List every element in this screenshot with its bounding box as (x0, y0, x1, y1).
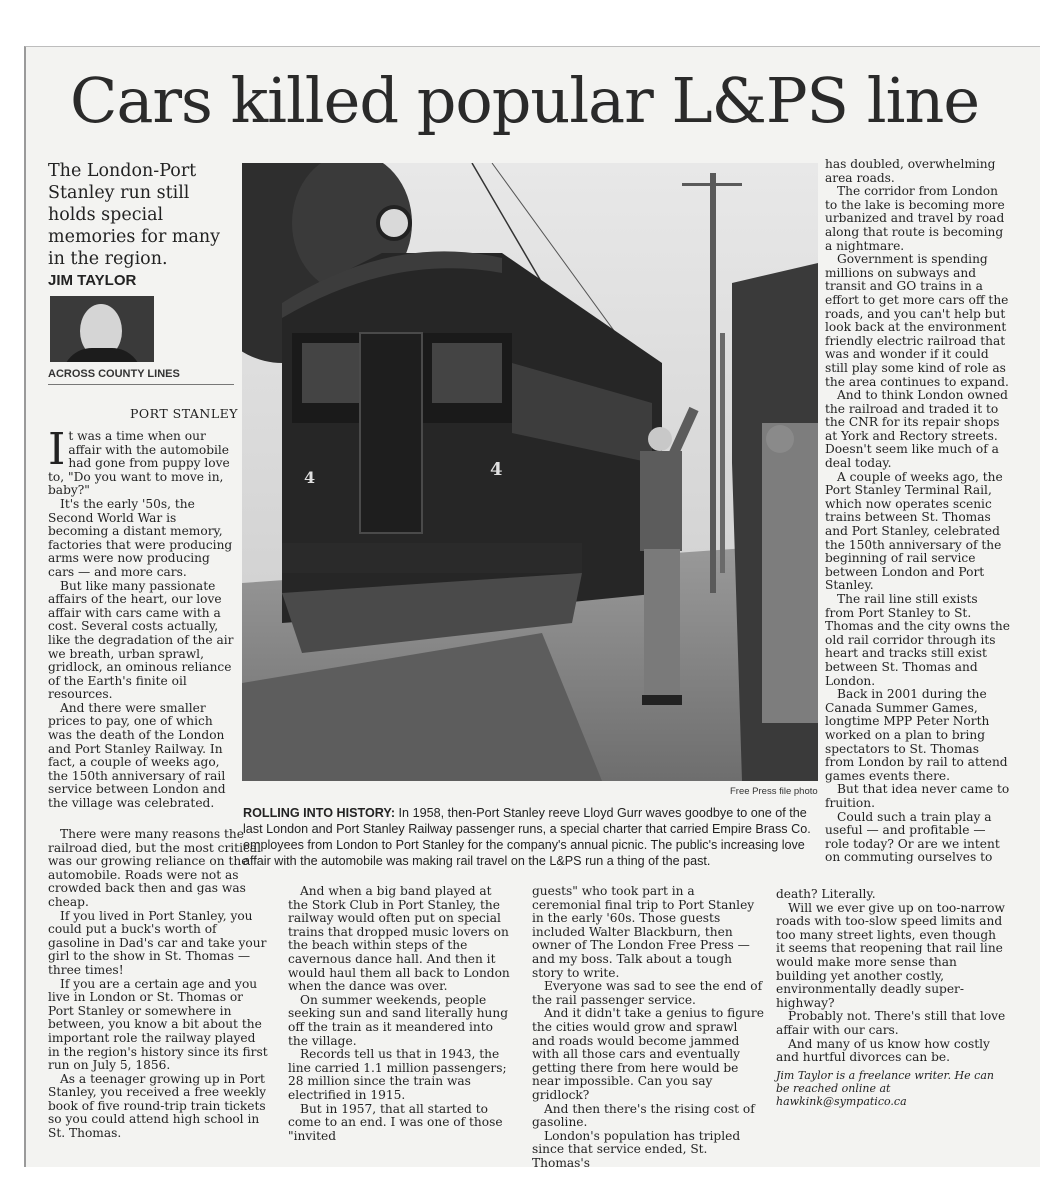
paragraph: The corridor from London to the lake is becoming more urbanized and travel by road along that route is becoming a nightmare. (825, 184, 1005, 253)
headline: Cars killed popular L&PS line (70, 64, 980, 137)
paragraph: On summer weekends, people seeking sun and sand literally hung off the train as it meandered into the village. (288, 992, 509, 1048)
paragraph: death? Literally. (776, 887, 876, 901)
article-column-1 (48, 424, 238, 811)
paragraph: And then there's the rising cost of gasoline. (532, 1101, 755, 1130)
byline: JIM TAYLOR (48, 272, 137, 289)
paragraph: has doubled, overwhelming area roads. (825, 157, 996, 185)
article-column-2 (288, 885, 513, 1143)
dateline: PORT STANLEY (130, 406, 239, 421)
article-column-3 (532, 885, 764, 1170)
car-number-right: 4 (490, 459, 503, 480)
paragraph: London's population has tripled since that service ended, St. Thomas's (532, 1128, 741, 1170)
paragraph: But like many passionate affairs of the heart, our love affair with cars came with a cost. Several costs actually, like the degradation of the air we breath, urban sprawl, gridlock, an ominous reliance of the Earth's finite oil resources. (48, 578, 234, 702)
author-photo (50, 296, 154, 362)
paragraph: And when a big band played at the Stork Club in Port Stanley, the railway would often put on special trains that dropped music lovers on the beach within steps of the cavernous dance hall. And then it would haul them all back to London when the dance was over. (288, 884, 510, 994)
photo-credit: Free Press file photo (730, 786, 818, 797)
paragraph: Back in 2001 during the Canada Summer Games, longtime MPP Peter North worked on a plan to bring spectators to St. Thomas from London by rail to attend games events there. (825, 687, 1008, 783)
paragraph: Everyone was sad to see the end of the rail passenger service. (532, 979, 763, 1007)
paragraph: And to think London owned the railroad and traded it to the CNR for its repair shops at York and Rectory streets. Doesn't seem like much of a deal today. (825, 388, 1008, 471)
author-signoff: Jim Taylor is a freelance writer. He can be reached online at hawkink@sympatico.ca (776, 1068, 994, 1108)
paragraph: It was a time when our affair with the automobile had gone from puppy love to, "Do you want to move in, baby?" (48, 424, 230, 498)
paragraph: A couple of weeks ago, the Port Stanley Terminal Rail, which now operates scenic trains between St. Thomas and Port Stanley, celebrated the 150th anniversary of the beginning of rail service between London and Port Stanley. (825, 469, 1003, 593)
paragraph: If you lived in Port Stanley, you could put a buck's worth of gasoline in Dad's car and take your girl to the show in St. Thomas — three times! (48, 908, 267, 977)
paragraph: If you are a certain age and you live in London or St. Thomas or Port Stanley or somewhere in between, you know a bit about the important role the railway played in the region's history since its first run on July 5, 1856. (48, 976, 268, 1073)
article-column-4-bottom (776, 888, 1006, 1108)
paragraph: Could such a train play a useful — and profitable — role today? Or are we intent on commuting ourselves to (825, 809, 1000, 865)
paragraph: And there were smaller prices to pay, one of which was the death of the London and Port Stanley Railway. In fact, a couple of weeks ago, the 150th anniversary of rail service between London and the village was celebrated. (48, 700, 226, 811)
author-shoulders (62, 348, 142, 362)
paragraph: Records tell us that in 1943, the line carried 1.1 million passengers; 28 million since the train was electrified in 1915. (288, 1047, 507, 1102)
paragraph: guests" who took part in a ceremonial final trip to Port Stanley in the early '60s. Those guests included Walter Blackburn, then owner of The London Free Press — and my boss. Talk about a tough story to write. (532, 884, 755, 980)
caption-text: In 1958, then-Port Stanley reeve Lloyd Gurr waves goodbye to one of the last London and Port Stanley Railway passenger runs, a special charter that carried Empire Brass Co. employees from London to Port Stanley for the company's annual picnic. The public's increasing love affair with the automobile was making rail travel on the L&PS run a thing of the past. (243, 806, 811, 868)
drop-cap: I (48, 424, 66, 475)
streetcar-illustration (242, 163, 818, 781)
divider (48, 384, 234, 385)
paragraph: But in 1957, that all started to come to an end. I was one of those "invited (288, 1101, 503, 1143)
caption-lead: ROLLING INTO HISTORY: (243, 806, 396, 820)
paragraph: Government is spending millions on subways and transit and GO trains in a effort to get more cars off the roads, and you can't help but look back at the environment friendly electric railroad that was and wonder if it could still play some kind of role as the area continues to expand. (825, 252, 1009, 389)
paragraph: Probably not. There's still that love affair with our cars. (776, 1009, 1006, 1037)
paragraph: But that idea never came to fruition. (825, 782, 1010, 810)
article-column-4 (825, 158, 1010, 865)
paragraph: And many of us know how costly and hurtful divorces can be. (776, 1036, 990, 1065)
paragraph: There were many reasons the railroad died, but the most critical was our growing reliance on the automobile. Roads were not as crowded back then and gas was cheap. (48, 827, 261, 909)
streetcar-photo (242, 163, 818, 781)
paragraph: Will we ever give up on too-narrow roads with too-slow speed limits and too many street lights, even though it seems that reopening that rail line would make more sense than building yet another costly, environmentally deadly super-highway? (776, 900, 1005, 1010)
column-tag: ACROSS COUNTY LINES (48, 368, 180, 380)
paragraph: The rail line still exists from Port Stanley to St. Thomas and the city owns the old rail corridor through its heart and tracks still exist between St. Thomas and London. (825, 592, 1010, 688)
photo-caption (243, 805, 813, 869)
article-column-1-bottom (48, 828, 270, 1141)
paragraph: And it didn't take a genius to figure the cities would grow and sprawl and roads would become jammed with all those cars and eventually getting there from here would be near impossible. Can you say gridlock? (532, 1006, 764, 1102)
car-number-left: 4 (304, 468, 316, 487)
deck-subtitle: The London-Port Stanley run still holds special memories for many in the region. (48, 161, 221, 269)
paragraph: It's the early '50s, the Second World War is becoming a distant memory, factories that were producing arms were now producing cars — and more cars. (48, 496, 233, 579)
paragraph: As a teenager growing up in Port Stanley, you received a free weekly book of five round-trip train tickets so you could attend high school in St. Thomas. (48, 1071, 266, 1141)
